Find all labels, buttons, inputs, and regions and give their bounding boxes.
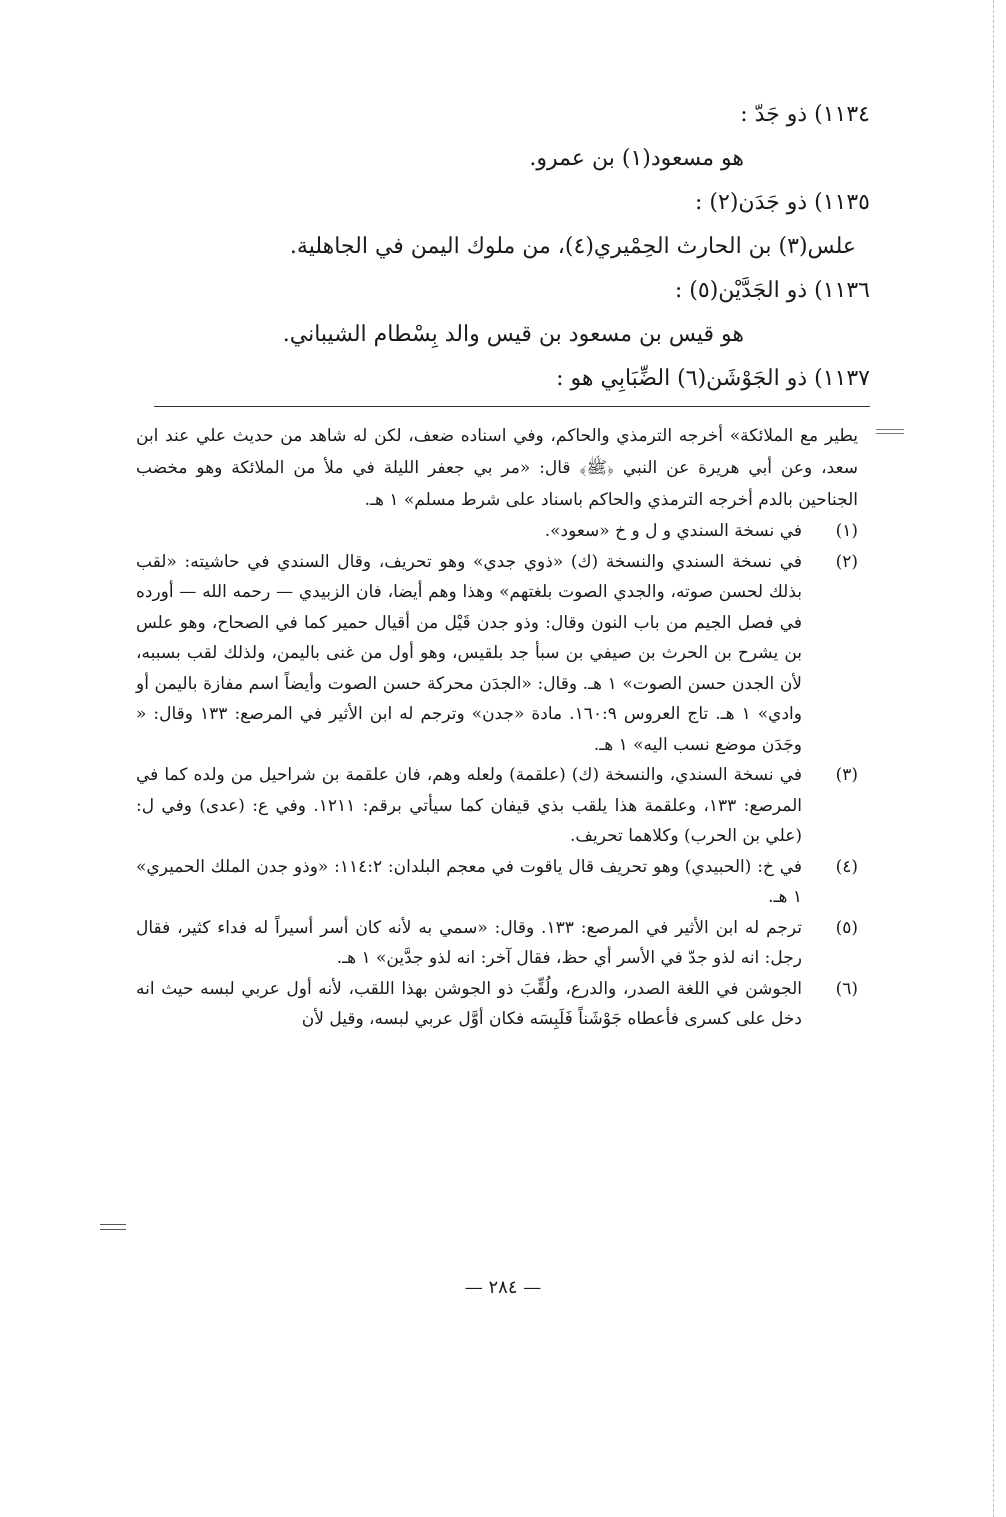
footnote [136,516,858,547]
footnote [136,974,858,1035]
continuation-mark [100,1224,126,1234]
footnote-text: ترجم له ابن الأثير في المرصع: ١٣٣. وقال: «سمي به لأنه كان أسر أسيراً له فداء كثير، فقال رجل: انه لذو جدّ في الأسر أي حظ، فقال آخر: انه لذو جدَّين» ١ هـ. [136,917,803,968]
footnote-marker-rule [876,433,904,434]
footnote-number: (٥) [835,917,858,938]
footnote-number: (٦) [835,978,858,999]
page-number: — ٢٨٤ — [464,1277,542,1298]
footnote-text: في نسخة السندي و ل و خ «سعود». [544,521,802,541]
footnote-text: في خ: (الحبيدي) وهو تحريف قال ياقوت في معجم البلدان: ١١٤:٢: «وذو جدن الملك الحميري» ١ هـ. [136,856,802,907]
footnote-number: (٢) [835,551,858,572]
footnote-number: (١) [835,521,858,541]
footnote-marker-rule [876,429,904,430]
footnote-text: في نسخة السندي والنسخة (ك) «ذوي جدي» وهو تحريف، وقال السندي في حاشيته: «لقب بذلك لحسن صوته، والجدي الصوت بلغتهم» وهذا وهم أيضا، فان الزبيدي — رحمه الله — أورده في فصل الجيم من باب النون وقال: وذو جدن قَيْل من أقيال حمير كما في الصحاح، وهو علس بن يشرح بن الحرث بن صيفي بن سبأ جد بلقيس، وهو أول من غنى باليمن، ولذلك لقب بسببه، لأن الجدن حسن الصوت» ١ هـ. وقال: «الجدَن محركة حسن الصوت وأيضاً اسم مفازة باليمن أو وادي» ١ هـ. تاج العروس ١٦٠:٩. مادة «جدن» وترجم له ابن الأثير في المرصع: ١٣٣ وقال: « وجَدَن موضع نسب اليه» ١ هـ. [136,551,802,755]
footnote-text: في نسخة السندي، والنسخة (ك) (علقمة) ولعله وهم، فان علقمة بن شراحيل من ولده كما في المرصع: ١٣٣، وعلقمة هذا يلقب بذي قيفان كما سيأتي برقم: ١٢١١. وفي ع: (عدى) وفي ل: (علي بن الحرب) وكلاهما تحريف. [136,765,802,846]
entry-1135-heading: ١١٣٥) ذو جَدَن(٢) : [695,190,870,215]
entry-1134-text: هو مسعود(١) بن عمرو. [529,146,744,171]
footnotes-section [136,420,858,1035]
entry-1135-text: علس(٣) بن الحارث الحِمْيري(٤)، من ملوك اليمن في الجاهلية. [289,234,856,259]
entry-1134-heading: ١١٣٤) ذو جَدّ : [740,102,870,127]
footnote-number: (٣) [835,765,858,785]
footnote-continuation: يطير مع الملائكة» أخرجه الترمذي والحاكم، وفي اسناده ضعف، لكن له شاهد من حديث علي عند ابن سعد، وعن أبي هريرة عن النبي ﴿ﷺ﴾ قال: «مر بي جعفر الليلة في ملأ من الملائكة وهو مخضب الجناحين بالدم أخرجه الترمذي والحاكم باسناد على شرط مسلم» ١ هـ. [136,426,858,510]
footnote-text: الجوشن في اللغة الصدر، والدرع، ولُقِّبَ ذو الجوشن بهذا اللقب، لأنه أول عربي لبسه حيث انه دخل على كسرى فأعطاه جَوْشَناً فَلَبِسَه فكان أوَّل عربي لبسه، وقيل لأن [136,978,802,1029]
entry-1136-heading: ١١٣٦) ذو الجَدَّيْن(٥) : [674,278,870,303]
footnote [136,547,858,761]
entry-1136-text: هو قيس بن مسعود بن قيس والد بِسْطام الشيباني. [282,322,744,347]
page-edge-line [993,0,994,1517]
entry-1137-heading: ١١٣٧) ذو الجَوْشَن(٦) الضِّبَابِي هو : [154,368,870,407]
footnote [136,760,858,852]
footnote [136,852,858,913]
main-entries [130,104,870,407]
footnote-number: (٤) [835,856,858,877]
footnote [136,913,858,974]
